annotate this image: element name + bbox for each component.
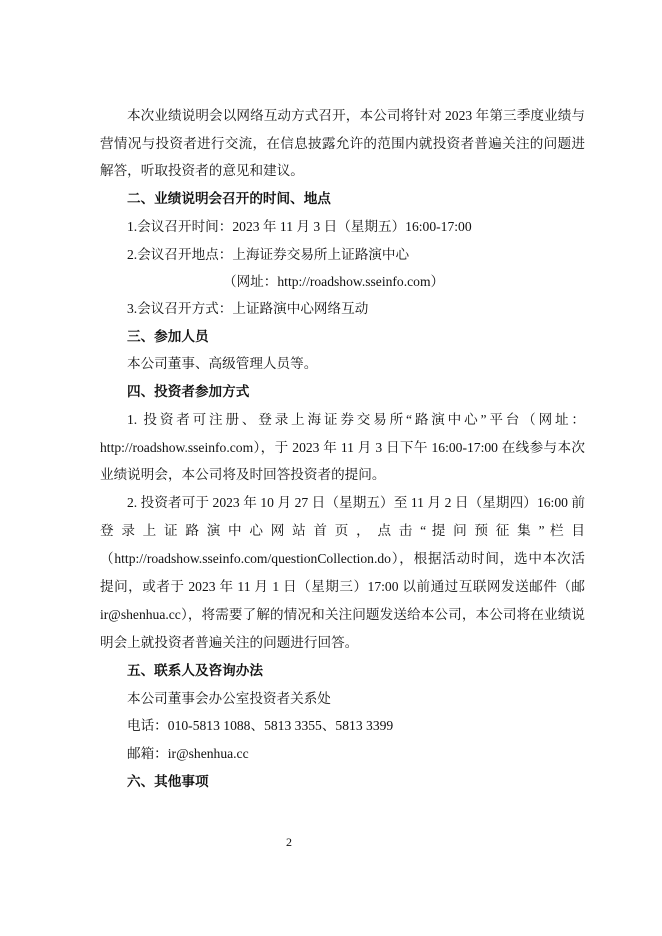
meeting-time: 1.会议召开时间：2023 年 11 月 3 日（星期五）16:00-17:00 <box>127 219 472 234</box>
section-heading: 二、业绩说明会召开的时间、地点 <box>127 191 331 206</box>
paragraph-line: 本次业绩说明会以网络互动方式召开，本公司将针对 2023 年第三季度业绩与 <box>127 108 585 123</box>
paragraph-line: 明会上就投资者普遍关注的问题进行回答。 <box>100 635 359 650</box>
paragraph-line: 解答，听取投资者的意见和建议。 <box>100 163 304 178</box>
paragraph-line: 登 录 上 证 路 演 中 心 网 站 首 页 ， 点 击 “ 提 问 预 征 集 ” 栏 目 <box>100 523 585 538</box>
paragraph-line: 提问，或者于 2023 年 11 月 1 日（星期三）17:00 以前通过互联网发送邮件（邮 <box>100 579 585 594</box>
paragraph-line: 2. 投资者可于 2023 年 10 月 27 日（星期五）至 11 月 2 日（星期四）16:00 前 <box>127 495 585 510</box>
section-heading: 六、其他事项 <box>127 774 209 789</box>
contact-email: 邮箱：ir@shenhua.cc <box>127 746 249 761</box>
paragraph-line: 营情况与投资者进行交流，在信息披露允许的范围内就投资者普遍关注的问题进 <box>100 136 585 151</box>
section-heading: 三、参加人员 <box>127 329 209 344</box>
section-heading: 四、投资者参加方式 <box>127 384 250 399</box>
meeting-location: 2.会议召开地点：上海证券交易所上证路演中心 <box>127 247 410 262</box>
contact-department: 本公司董事会办公室投资者关系处 <box>127 691 331 706</box>
paragraph-line: http://roadshow.sseinfo.com），于 2023 年 11 月 3 日下午 16:00-17:00 在线参与本次 <box>100 440 585 455</box>
paragraph-line: 1. 投资者可注册、登录上海证券交易所“路演中心”平台（网址： <box>127 412 585 427</box>
page-number: 2 <box>286 835 292 849</box>
meeting-method: 3.会议召开方式：上证路演中心网络互动 <box>127 301 369 316</box>
paragraph-line: （http://roadshow.sseinfo.com/questionCollection.do），根据活动时间，选中本次活 <box>100 551 585 566</box>
section-heading: 五、联系人及咨询办法 <box>127 663 263 678</box>
contact-phone: 电话：010-5813 1088、5813 3355、5813 3399 <box>127 718 394 733</box>
paragraph-line: 本公司董事、高级管理人员等。 <box>127 356 318 371</box>
paragraph-line: ir@shenhua.cc），将需要了解的情况和关注问题发送给本公司，本公司将在业绩说 <box>100 607 585 622</box>
paragraph-line: 业绩说明会，本公司将及时回答投资者的提问。 <box>100 467 386 482</box>
meeting-url: （网址：http://roadshow.sseinfo.com） <box>223 274 445 289</box>
